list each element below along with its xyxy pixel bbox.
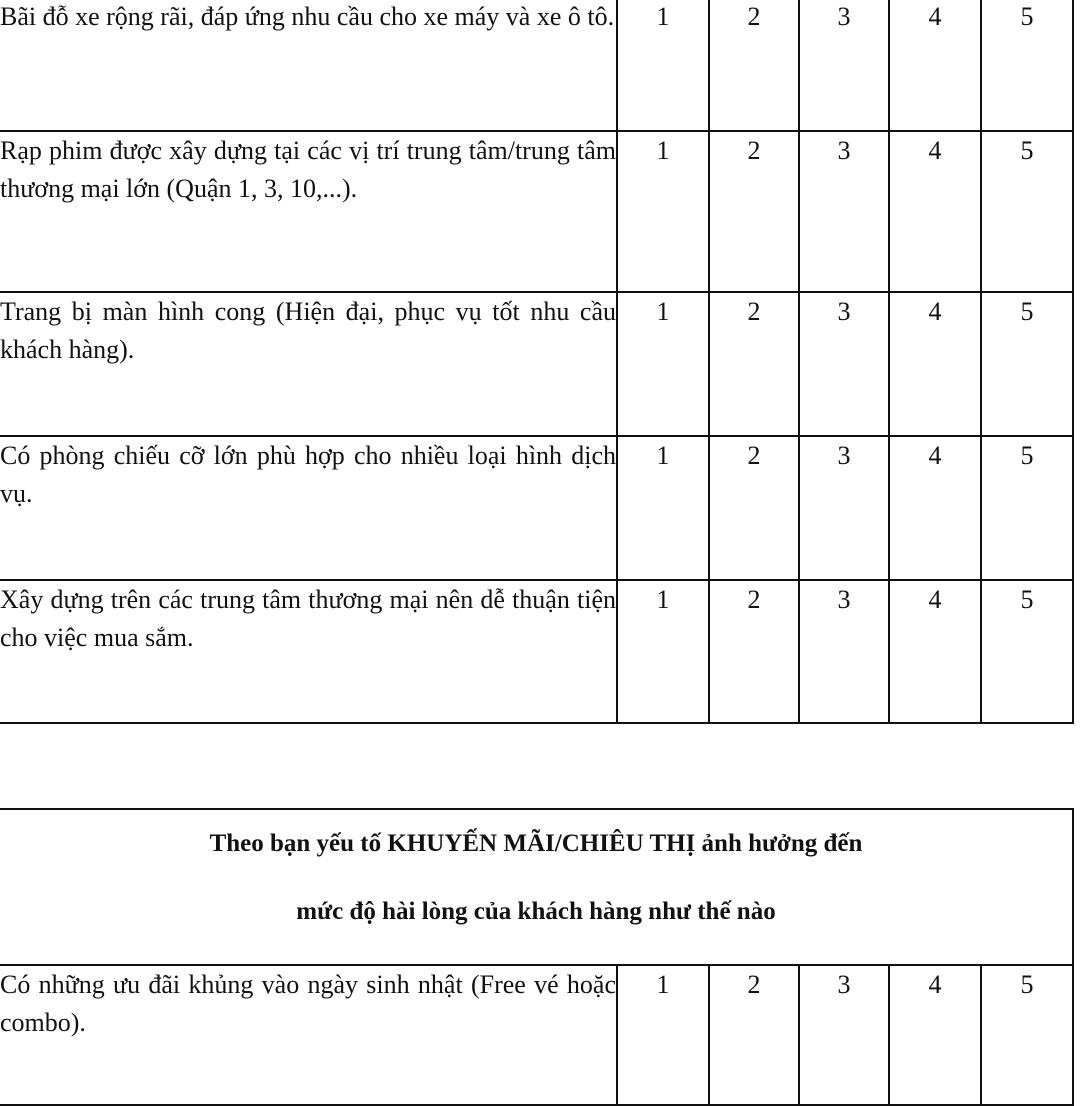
question-text: Xây dựng trên các trung tâm thương mại nên dễ thuận tiện cho việc mua sắm. xyxy=(0,580,617,723)
table-row xyxy=(0,292,1073,436)
table-row xyxy=(0,131,1073,292)
rating-option-4[interactable]: 4 xyxy=(889,965,981,1105)
rating-option-4[interactable]: 4 xyxy=(889,436,981,580)
rating-option-3[interactable]: 3 xyxy=(799,0,889,131)
heading-line-2: mức độ hài lòng của khách hàng như thế nào xyxy=(296,898,776,925)
rating-option-1[interactable]: 1 xyxy=(617,436,709,580)
rating-option-2[interactable]: 2 xyxy=(709,292,799,436)
rating-option-5[interactable]: 5 xyxy=(981,0,1073,131)
rating-option-1[interactable]: 1 xyxy=(617,0,709,131)
question-text: Bãi đỗ xe rộng rãi, đáp ứng nhu cầu cho xe máy và xe ô tô. xyxy=(0,0,617,131)
table-row xyxy=(0,965,1073,1105)
rating-option-1[interactable]: 1 xyxy=(617,131,709,292)
rating-option-4[interactable]: 4 xyxy=(889,0,981,131)
rating-option-2[interactable]: 2 xyxy=(709,131,799,292)
rating-option-5[interactable]: 5 xyxy=(981,436,1073,580)
rating-option-5[interactable]: 5 xyxy=(981,965,1073,1105)
table-row xyxy=(0,436,1073,580)
question-text: Có phòng chiếu cỡ lớn phù hợp cho nhiều loại hình dịch vụ. xyxy=(0,436,617,580)
rating-option-2[interactable]: 2 xyxy=(709,436,799,580)
rating-option-4[interactable]: 4 xyxy=(889,580,981,723)
rating-option-3[interactable]: 3 xyxy=(799,436,889,580)
rating-option-3[interactable]: 3 xyxy=(799,580,889,723)
table-row xyxy=(0,0,1073,131)
rating-option-5[interactable]: 5 xyxy=(981,580,1073,723)
rating-option-1[interactable]: 1 xyxy=(617,965,709,1105)
table-header-row xyxy=(0,809,1073,965)
question-text: Có những ưu đãi khủng vào ngày sinh nhật (Free vé hoặc combo). xyxy=(0,965,617,1105)
rating-option-3[interactable]: 3 xyxy=(799,131,889,292)
question-text: Rạp phim được xây dựng tại các vị trí trung tâm/trung tâm thương mại lớn (Quận 1, 3, 10,...). xyxy=(0,131,617,292)
rating-option-2[interactable]: 2 xyxy=(709,580,799,723)
question-text: Trang bị màn hình cong (Hiện đại, phục vụ tốt nhu cầu khách hàng). xyxy=(0,292,617,436)
rating-option-5[interactable]: 5 xyxy=(981,292,1073,436)
rating-option-3[interactable]: 3 xyxy=(799,292,889,436)
rating-option-5[interactable]: 5 xyxy=(981,131,1073,292)
survey-table-promotion xyxy=(0,808,1074,1106)
rating-option-1[interactable]: 1 xyxy=(617,580,709,723)
rating-option-4[interactable]: 4 xyxy=(889,131,981,292)
rating-option-4[interactable]: 4 xyxy=(889,292,981,436)
heading-line-1: Theo bạn yếu tố KHUYẾN MÃI/CHIÊU THỊ ảnh hưởng đến xyxy=(209,830,863,857)
rating-option-2[interactable]: 2 xyxy=(709,0,799,131)
rating-option-1[interactable]: 1 xyxy=(617,292,709,436)
rating-option-2[interactable]: 2 xyxy=(709,965,799,1105)
table-row xyxy=(0,580,1073,723)
rating-option-3[interactable]: 3 xyxy=(799,965,889,1105)
section-heading xyxy=(0,809,1073,965)
